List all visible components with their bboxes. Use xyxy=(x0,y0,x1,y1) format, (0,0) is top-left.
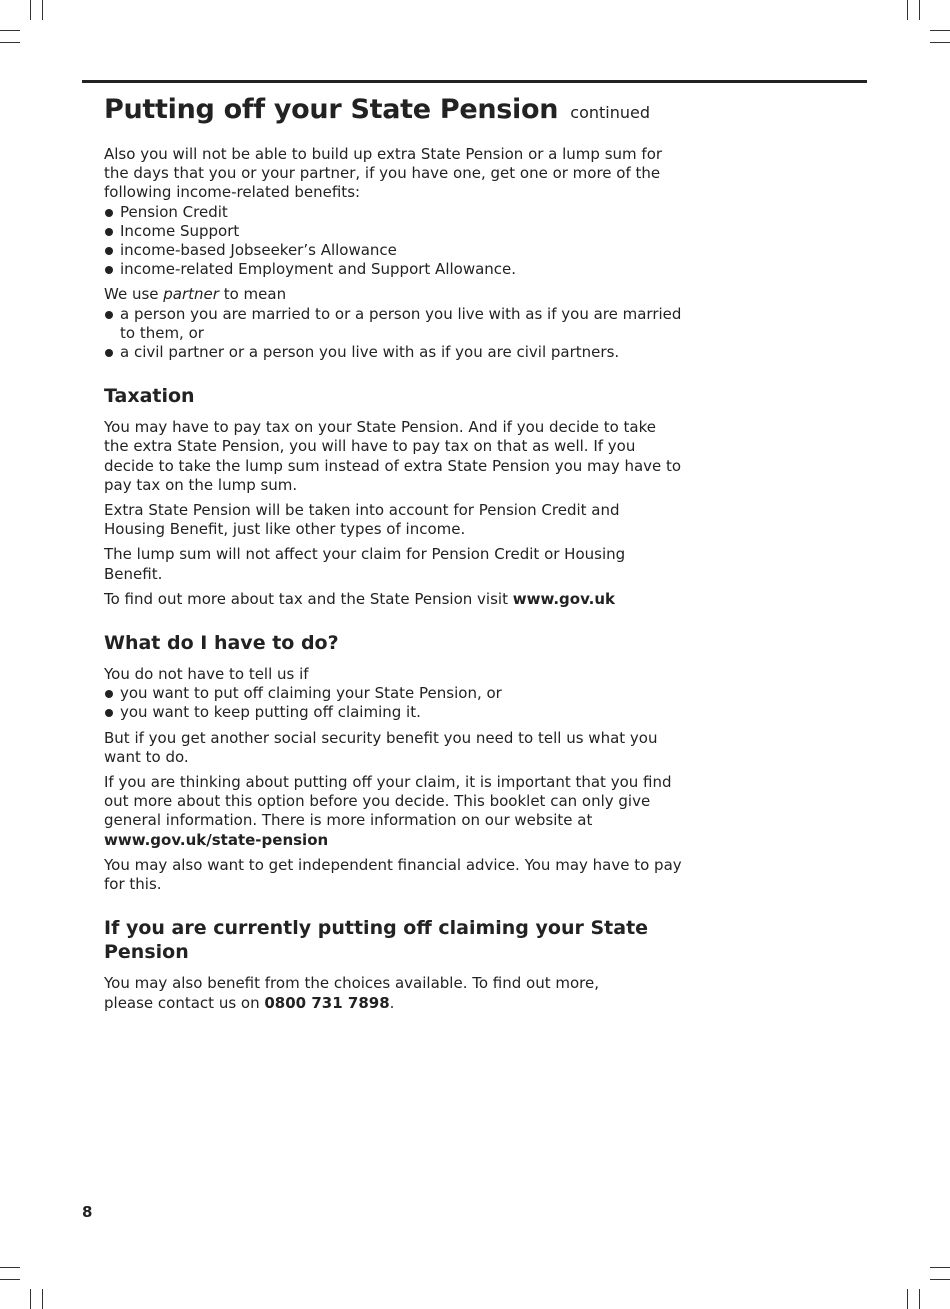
currently-contact xyxy=(104,994,684,1013)
list-item: a civil partner or a person you live with as if you are civil partners. xyxy=(104,343,684,362)
contact-end: . xyxy=(389,993,395,1012)
header-rule xyxy=(82,80,867,83)
benefits-list xyxy=(104,203,684,280)
currently-paragraph: You may also benefit from the choices available. To find out more, xyxy=(104,974,599,993)
what-to-do-paragraph: You do not have to tell us if xyxy=(104,665,309,684)
partner-term: partner xyxy=(163,285,219,304)
partner-prefix: We use xyxy=(104,285,164,304)
page-content xyxy=(104,92,684,1019)
crop-mark xyxy=(30,1289,31,1309)
crop-mark xyxy=(0,30,20,31)
crop-mark xyxy=(907,1289,908,1309)
crop-mark xyxy=(930,1279,950,1280)
page-title-text: Putting off your State Pension xyxy=(104,94,559,125)
partner-definition xyxy=(104,285,684,304)
list-item: Pension Credit xyxy=(104,203,684,222)
crop-mark xyxy=(30,0,31,20)
taxation-paragraph: The lump sum will not affect your claim for Pension Credit or Housing Benefit. xyxy=(104,545,626,583)
currently-heading: If you are currently putting off claiming your State Pension xyxy=(104,917,649,964)
taxation-paragraph: Extra State Pension will be taken into account for Pension Credit and Housing Benefit, just like other types of income. xyxy=(104,501,620,539)
state-pension-link[interactable]: www.gov.uk/state-pension xyxy=(104,830,329,849)
what-to-do-list xyxy=(104,684,684,722)
what-to-do-heading: What do I have to do? xyxy=(104,632,339,655)
intro-paragraph: Also you will not be able to build up extra State Pension or a lump sum for the days that you or your partner, if you have one, get one or more of the following income-related benefits: xyxy=(104,145,663,202)
crop-mark xyxy=(930,1267,950,1268)
gov-uk-link[interactable]: www.gov.uk xyxy=(512,589,615,608)
crop-mark xyxy=(0,1279,20,1280)
list-item: you want to keep putting off claiming it. xyxy=(104,703,684,722)
phone-number: 0800 731 7898 xyxy=(264,993,390,1012)
list-item: you want to put off claiming your State Pension, or xyxy=(104,684,684,703)
tax-info-text: To find out more about tax and the State Pension visit xyxy=(104,589,513,608)
crop-mark xyxy=(0,42,20,43)
list-item: Income Support xyxy=(104,222,684,241)
crop-mark xyxy=(919,0,920,20)
crop-mark xyxy=(42,0,43,20)
list-item: income-related Employment and Support Allowance. xyxy=(104,260,684,279)
crop-mark xyxy=(42,1289,43,1309)
what-to-do-paragraph: But if you get another social security benefit you need to tell us what you want to do. xyxy=(104,728,658,766)
contact-text: please contact us on xyxy=(104,993,265,1012)
partner-suffix: to mean xyxy=(218,285,287,304)
continued-label: continued xyxy=(570,103,651,122)
what-to-do-paragraph: You may also want to get independent financial advice. You may have to pay for this. xyxy=(104,855,682,894)
crop-mark xyxy=(0,1267,20,1268)
crop-mark xyxy=(930,42,950,43)
crop-mark xyxy=(919,1289,920,1309)
crop-mark xyxy=(907,0,908,20)
taxation-paragraph xyxy=(104,590,684,609)
page-title xyxy=(104,92,684,131)
page-number: 8 xyxy=(82,1203,93,1221)
state-pension-link-line xyxy=(104,831,684,850)
partner-list xyxy=(104,305,684,363)
taxation-heading: Taxation xyxy=(104,385,195,408)
crop-mark xyxy=(930,30,950,31)
list-item: income-based Jobseeker’s Allowance xyxy=(104,241,684,260)
what-to-do-paragraph: If you are thinking about putting off your claim, it is important that you find out more about this option before you decide. This booklet can only give general information. There is more information on our website at xyxy=(104,773,672,830)
taxation-paragraph: You may have to pay tax on your State Pension. And if you decide to take the extra State Pension, you will have to pay tax on that as well. If you decide to take the lump sum instead of extra State Pension you may have to pay tax on the lump sum. xyxy=(104,418,682,494)
list-item: a person you are married to or a person you live with as if you are married to them, or xyxy=(104,305,684,343)
